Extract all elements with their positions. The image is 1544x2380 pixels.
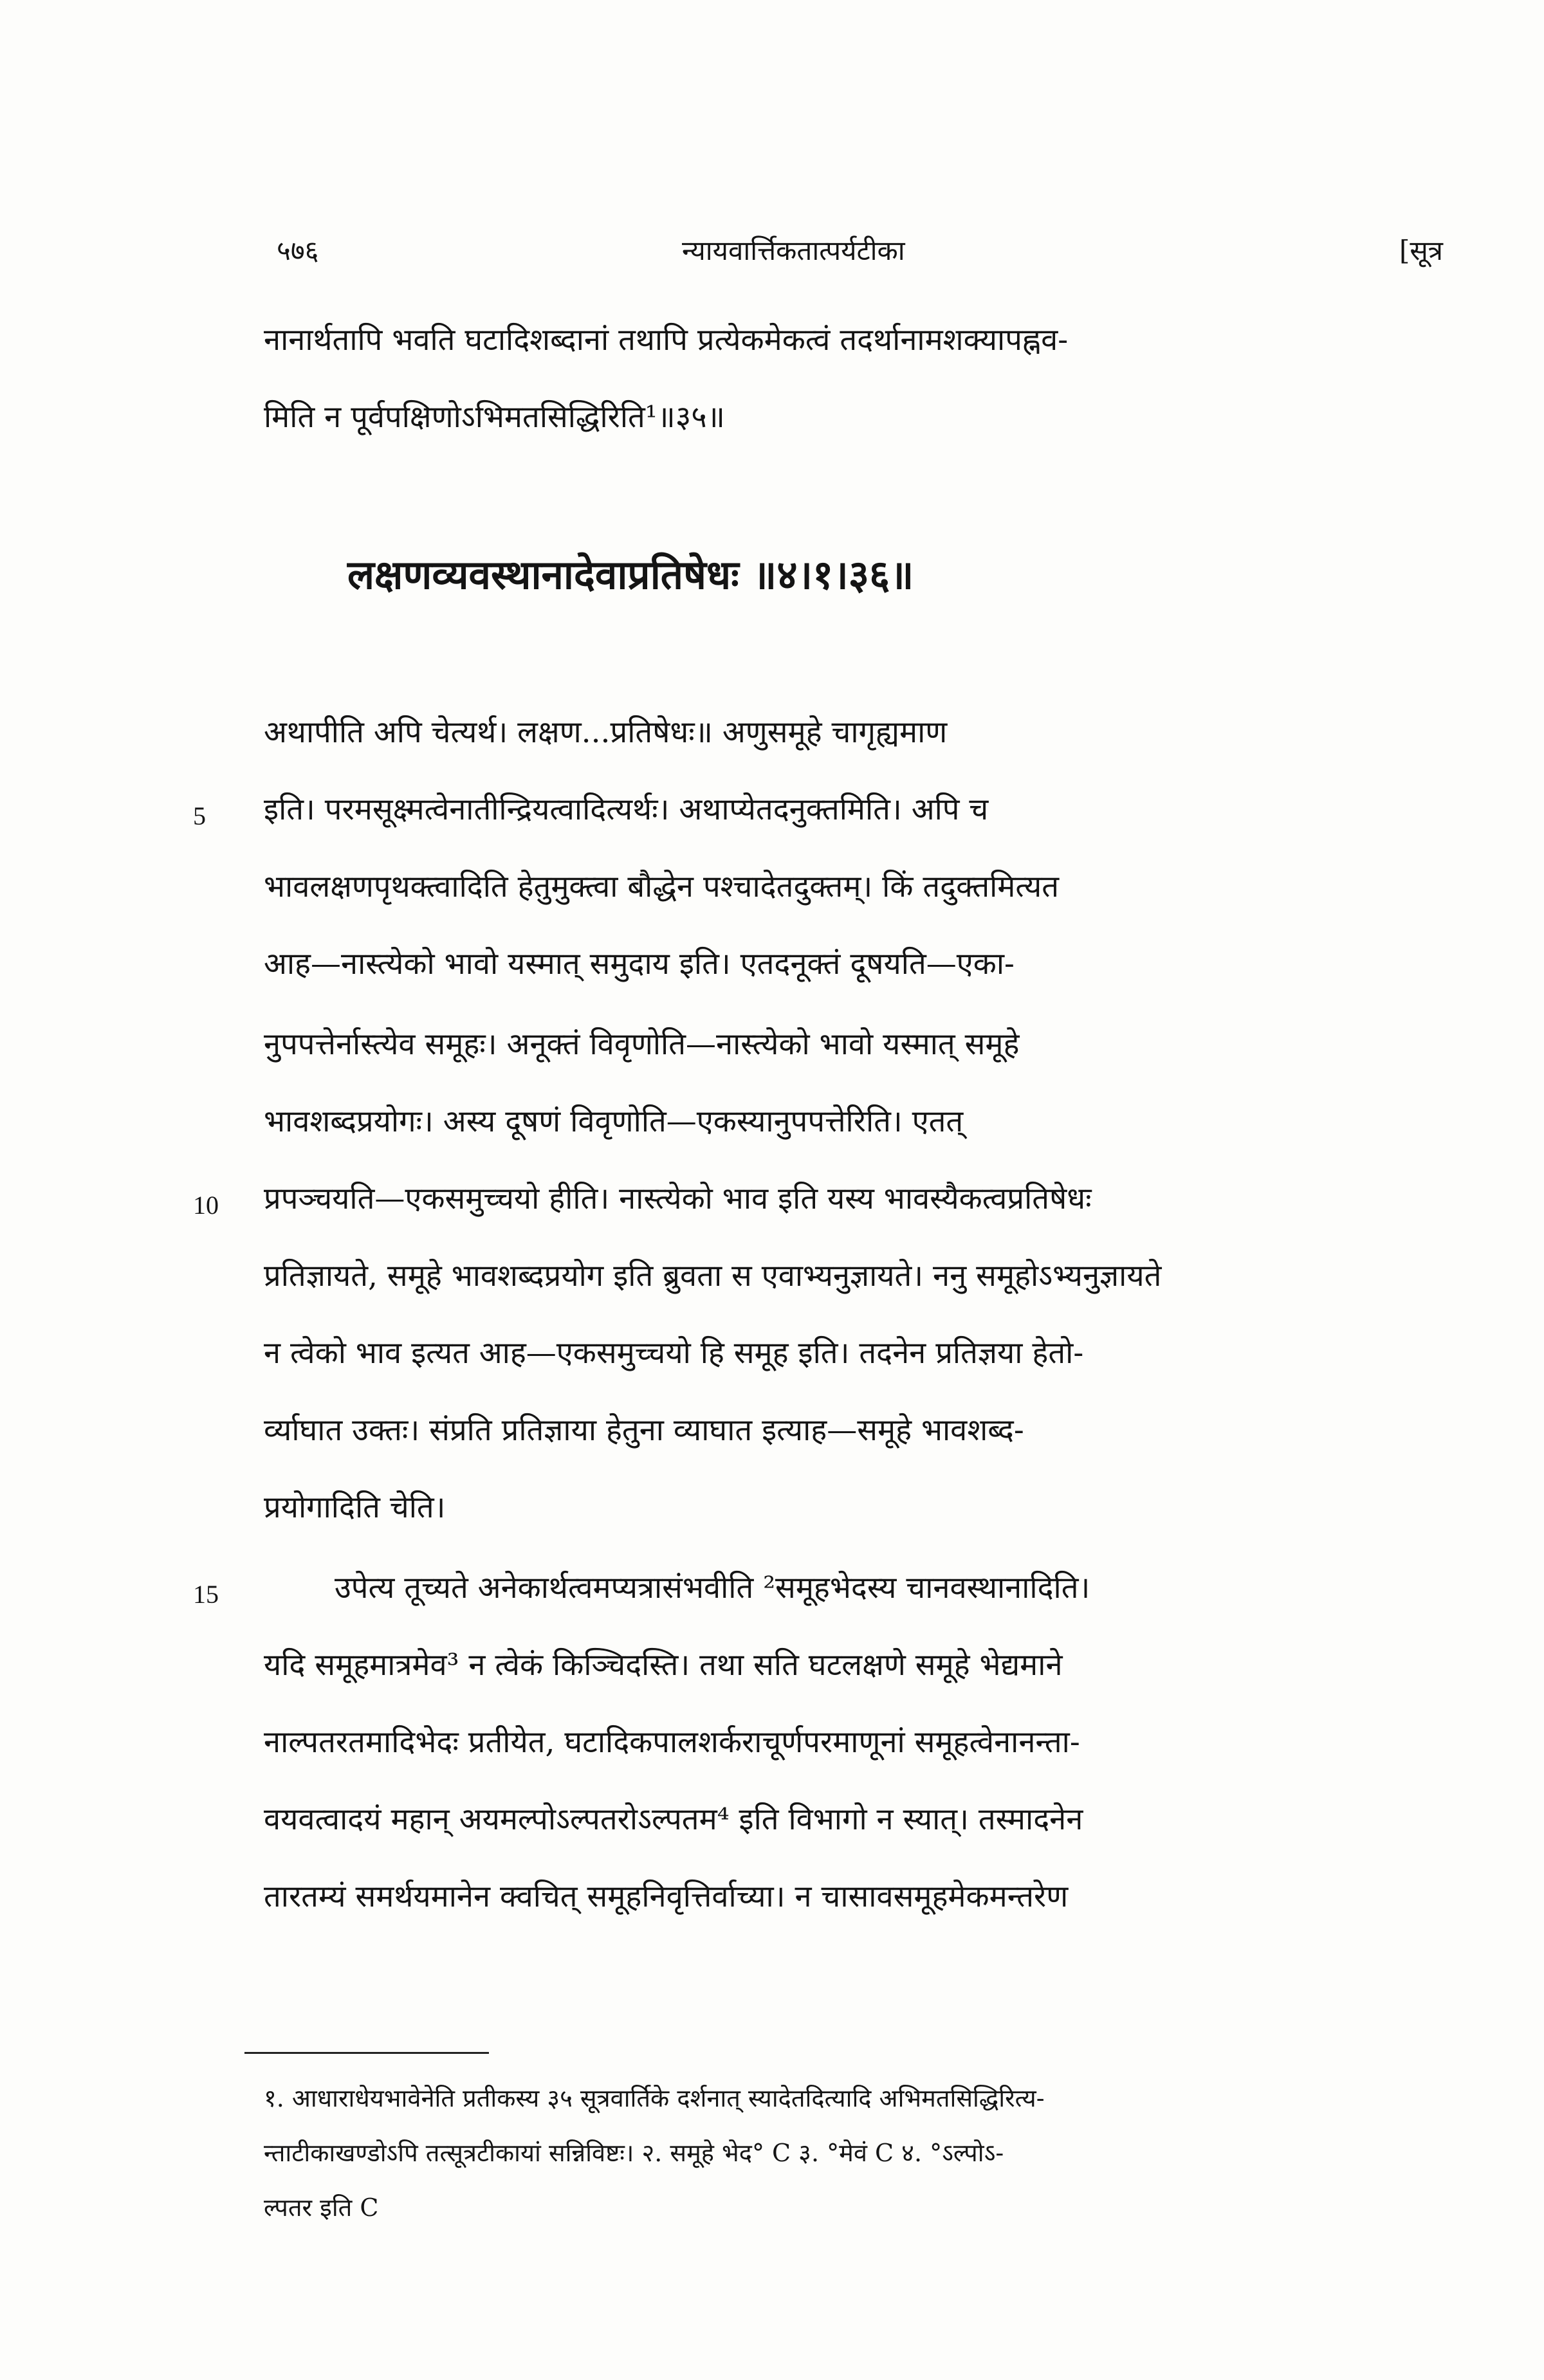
page-number: ५७६ (277, 235, 319, 266)
footnote-line: ल्पतर इति C (264, 2193, 379, 2222)
commentary-line: प्रयोगादिति चेति। (264, 1490, 446, 1525)
commentary-line: वयवत्वादयं महान् अयमल्पोऽल्पतरोऽल्पतम⁴ इति विभागो न स्यात्। तस्मादनेन (264, 1802, 1083, 1837)
line-number: 10 (193, 1191, 219, 1220)
commentary-line: र्व्याघात उक्तः। संप्रति प्रतिज्ञाया हेतुना व्याघात इत्याह—समूहे भावशब्द- (264, 1413, 1024, 1448)
line-number: 5 (193, 801, 206, 830)
commentary-line: भावलक्षणपृथक्त्वादिति हेतुमुक्त्वा बौद्धेन पश्चादेतदुक्तम्। किं तदुक्तमित्यत (264, 869, 1060, 904)
sutra-heading: लक्षणव्यवस्थानादेवाप्रतिषेधः ॥४।१।३६॥ (347, 551, 914, 598)
commentary-line: तारतम्यं समर्थयमानेन क्वचित् समूहनिवृत्तिर्वाच्या। न चासावसमूहमेकमन्तरेण (264, 1879, 1069, 1914)
footnote-line: १. आधाराधेयभावेनेति प्रतीकस्य ३५ सूत्रवार्तिके दर्शनात् स्यादेतदित्यादि अभिमतसिद्धिरित्य- (264, 2084, 1045, 2112)
commentary-line: नाल्पतरतमादिभेदः प्रतीयेत, घटादिकपालशर्कराचूर्णपरमाणूनां समूहत्वेनानन्ता- (264, 1725, 1080, 1760)
commentary-line: अथापीति अपि चेत्यर्थ। लक्षण...प्रतिषेधः॥ अणुसमूहे चागृह्यमाण (264, 715, 948, 750)
commentary-line: इति। परमसूक्ष्मत्वेनातीन्द्रियत्वादित्यर्थः। अथाप्येतदनुक्तमिति। अपि च (264, 792, 989, 827)
intro-line: नानार्थतापि भवति घटादिशब्दानां तथापि प्रत्येकमेकत्वं तदर्थानामशक्यापह्नव- (264, 322, 1069, 358)
intro-line: मिति न पूर्वपक्षिणोऽभिमतसिद्धिरिति¹॥३५॥ (264, 399, 725, 435)
commentary-line: प्रतिज्ञायते, समूहे भावशब्दप्रयोग इति ब्रुवता स एवाभ्यनुज्ञायते। ननु समूहोऽभ्यनुज्ञायते (264, 1258, 1162, 1294)
commentary-line: प्रपञ्चयति—एकसमुच्चयो हीति। नास्त्येको भाव इति यस्य भावस्यैकत्वप्रतिषेधः (264, 1181, 1092, 1216)
section-marker: [सूत्र (1399, 235, 1443, 266)
commentary-line: उपेत्य तूच्यते अनेकार्थत्वमप्यत्रासंभवीति ²समूहभेदस्य चानवस्थानादिति। (335, 1570, 1090, 1606)
commentary-line: नुपपत्तेर्नास्त्येव समूहः। अनूक्तं विवृणोति—नास्त्येको भावो यस्मात् समूहे (264, 1027, 1020, 1062)
commentary-line: न त्वेको भाव इत्यत आह—एकसमुच्चयो हि समूह इति। तदनेन प्रतिज्ञया हेतो- (264, 1335, 1084, 1371)
line-number: 15 (193, 1580, 219, 1609)
commentary-line: आह—नास्त्येको भावो यस्मात् समुदाय इति। एतदनूक्तं दूषयति—एका- (264, 946, 1015, 982)
commentary-line: भावशब्दप्रयोगः। अस्य दूषणं विवृणोति—एकस्यानुपपत्तेरिति। एतत् (264, 1104, 964, 1139)
footnote-line: न्ताटीकाखण्डोऽपि तत्सूत्रटीकायां सन्निविष्टः। २. समूहे भेद° C ३. °मेवं C ४. °ऽल्पोऽ- (264, 2139, 1004, 2167)
commentary-line: यदि समूहमात्रमेव³ न त्वेकं किञ्चिदस्ति। तथा सति घटलक्षणे समूहे भेद्यमाने (264, 1647, 1063, 1683)
footnote-rule (244, 2052, 489, 2054)
running-title: न्यायवार्त्तिकतात्पर्यटीका (682, 235, 905, 266)
